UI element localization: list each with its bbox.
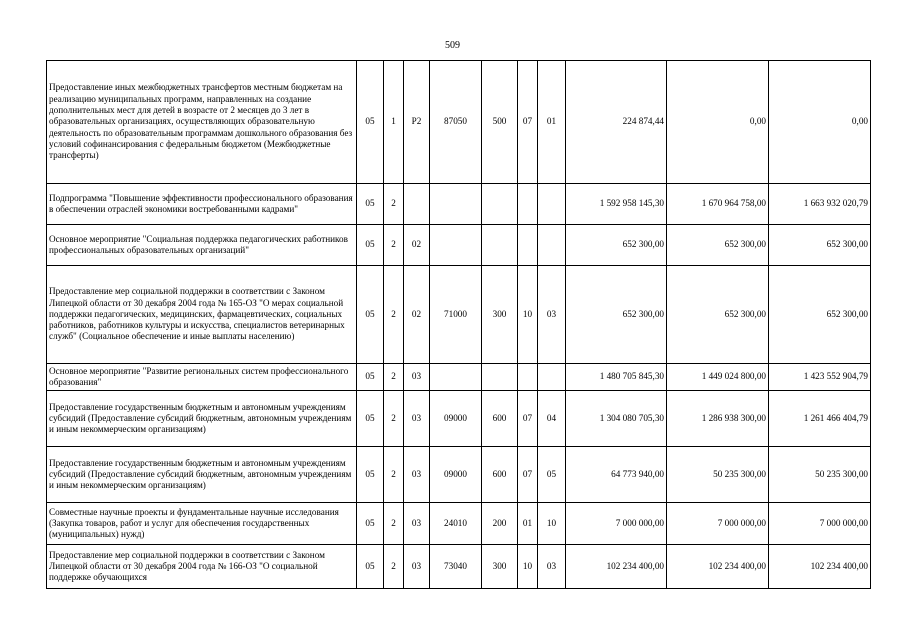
cell-subprogram-code: 2 — [384, 391, 404, 447]
budget-table — [46, 60, 871, 589]
cell-name: Предоставление иных межбюджетных трансфертов местным бюджетам на реализацию муниципальных программ, направленных на создание дополнительных мест для детей в возрасте от 2 месяцев до 3 лет в образовательных организациях, осуществляющих образовательную деятельность по образовательным программам дошкольного образования без условий софинансирования с федеральным бюджетом (Межбюджетные трансферты) — [47, 61, 357, 184]
page-number: 509 — [445, 40, 460, 51]
cell-name: Основное мероприятие "Социальная поддержка педагогических работников профессиональных образовательных организаций" — [47, 225, 357, 266]
table-row — [47, 364, 871, 391]
cell-section: 01 — [518, 503, 538, 545]
cell-direction-code: 24010 — [430, 503, 482, 545]
table-row — [47, 184, 871, 225]
table-row — [47, 545, 871, 589]
cell-subprogram-code: 2 — [384, 364, 404, 391]
cell-amount-year-3: 0,00 — [769, 61, 871, 184]
cell-direction-code: 09000 — [430, 447, 482, 503]
cell-amount-year-1: 224 874,44 — [566, 61, 667, 184]
cell-event-code: 03 — [404, 545, 430, 589]
cell-amount-year-1: 652 300,00 — [566, 266, 667, 364]
cell-amount-year-3: 652 300,00 — [769, 225, 871, 266]
table-row — [47, 391, 871, 447]
cell-subprogram-code: 2 — [384, 184, 404, 225]
cell-expense-type — [482, 364, 518, 391]
cell-name: Подпрограмма "Повышение эффективности профессионального образования в обеспечении отраслей экономики востребованными кадрами" — [47, 184, 357, 225]
cell-section: 07 — [518, 447, 538, 503]
cell-name: Предоставление мер социальной поддержки в соответствии с Законом Липецкой области от 30 декабря 2004 года № 165-ОЗ "О мерах социальной поддержки педагогических, медицинских, фармацевтических, социальных работников, работников культуры и искусства, специалистов ветеринарных служб" (Социальное обеспечение и иные выплаты населению) — [47, 266, 357, 364]
cell-amount-year-2: 50 235 300,00 — [667, 447, 769, 503]
cell-amount-year-2: 652 300,00 — [667, 266, 769, 364]
cell-amount-year-3: 1 261 466 404,79 — [769, 391, 871, 447]
cell-event-code: 03 — [404, 364, 430, 391]
cell-subsection — [538, 225, 566, 266]
cell-expense-type: 200 — [482, 503, 518, 545]
cell-section: 07 — [518, 61, 538, 184]
cell-amount-year-2: 652 300,00 — [667, 225, 769, 266]
cell-subprogram-code: 2 — [384, 266, 404, 364]
cell-section — [518, 364, 538, 391]
cell-name: Предоставление мер социальной поддержки в соответствии с Законом Липецкой области от 30 декабря 2004 года № 166-ОЗ "О социальной поддержке обучающихся — [47, 545, 357, 589]
cell-section: 07 — [518, 391, 538, 447]
cell-amount-year-2: 102 234 400,00 — [667, 545, 769, 589]
cell-subprogram-code: 2 — [384, 545, 404, 589]
cell-event-code: 03 — [404, 391, 430, 447]
cell-section — [518, 184, 538, 225]
cell-amount-year-3: 1 423 552 904,79 — [769, 364, 871, 391]
cell-amount-year-1: 1 592 958 145,30 — [566, 184, 667, 225]
cell-expense-type — [482, 225, 518, 266]
cell-section: 10 — [518, 545, 538, 589]
cell-expense-type: 600 — [482, 391, 518, 447]
cell-direction-code — [430, 184, 482, 225]
cell-event-code: 03 — [404, 503, 430, 545]
cell-amount-year-1: 1 304 080 705,30 — [566, 391, 667, 447]
cell-program-code: 05 — [357, 391, 384, 447]
cell-expense-type: 300 — [482, 266, 518, 364]
cell-direction-code: 71000 — [430, 266, 482, 364]
cell-amount-year-1: 1 480 705 845,30 — [566, 364, 667, 391]
cell-expense-type: 300 — [482, 545, 518, 589]
table-row — [47, 225, 871, 266]
cell-subprogram-code: 2 — [384, 503, 404, 545]
cell-program-code: 05 — [357, 364, 384, 391]
cell-amount-year-2: 7 000 000,00 — [667, 503, 769, 545]
cell-amount-year-1: 652 300,00 — [566, 225, 667, 266]
cell-name: Основное мероприятие "Развитие региональных систем профессионального образования" — [47, 364, 357, 391]
cell-name: Предоставление государственным бюджетным и автономным учреждениям субсидий (Предоставление субсидий бюджетным, автономным учреждениям и иным некоммерческим организациям) — [47, 391, 357, 447]
cell-event-code: 02 — [404, 225, 430, 266]
cell-event-code: 03 — [404, 447, 430, 503]
cell-program-code: 05 — [357, 545, 384, 589]
cell-program-code: 05 — [357, 266, 384, 364]
cell-subprogram-code: 2 — [384, 447, 404, 503]
cell-amount-year-3: 1 663 932 020,79 — [769, 184, 871, 225]
cell-event-code — [404, 184, 430, 225]
cell-subsection: 01 — [538, 61, 566, 184]
cell-amount-year-3: 102 234 400,00 — [769, 545, 871, 589]
cell-name: Совместные научные проекты и фундаментальные научные исследования (Закупка товаров, работ и услуг для обеспечения государственных (муниципальных) нужд) — [47, 503, 357, 545]
cell-amount-year-3: 7 000 000,00 — [769, 503, 871, 545]
cell-amount-year-2: 1 286 938 300,00 — [667, 391, 769, 447]
cell-direction-code — [430, 364, 482, 391]
cell-subsection — [538, 184, 566, 225]
cell-name: Предоставление государственным бюджетным и автономным учреждениям субсидий (Предоставление субсидий бюджетным, автономным учреждениям и иным некоммерческим организациям) — [47, 447, 357, 503]
cell-amount-year-1: 102 234 400,00 — [566, 545, 667, 589]
cell-event-code: 02 — [404, 266, 430, 364]
cell-program-code: 05 — [357, 225, 384, 266]
cell-expense-type: 500 — [482, 61, 518, 184]
cell-amount-year-3: 652 300,00 — [769, 266, 871, 364]
cell-amount-year-2: 1 670 964 758,00 — [667, 184, 769, 225]
cell-direction-code: 87050 — [430, 61, 482, 184]
cell-program-code: 05 — [357, 503, 384, 545]
cell-subsection: 04 — [538, 391, 566, 447]
table-body — [47, 61, 871, 589]
cell-subprogram-code: 1 — [384, 61, 404, 184]
cell-event-code: P2 — [404, 61, 430, 184]
cell-amount-year-1: 7 000 000,00 — [566, 503, 667, 545]
cell-amount-year-2: 0,00 — [667, 61, 769, 184]
cell-section — [518, 225, 538, 266]
table-row — [47, 447, 871, 503]
cell-amount-year-1: 64 773 940,00 — [566, 447, 667, 503]
cell-subsection: 03 — [538, 266, 566, 364]
cell-amount-year-2: 1 449 024 800,00 — [667, 364, 769, 391]
cell-amount-year-3: 50 235 300,00 — [769, 447, 871, 503]
cell-direction-code — [430, 225, 482, 266]
cell-program-code: 05 — [357, 61, 384, 184]
table-row — [47, 503, 871, 545]
cell-direction-code: 09000 — [430, 391, 482, 447]
cell-subsection — [538, 364, 566, 391]
cell-expense-type: 600 — [482, 447, 518, 503]
cell-program-code: 05 — [357, 447, 384, 503]
cell-subprogram-code: 2 — [384, 225, 404, 266]
cell-subsection: 05 — [538, 447, 566, 503]
cell-program-code: 05 — [357, 184, 384, 225]
cell-section: 10 — [518, 266, 538, 364]
cell-direction-code: 73040 — [430, 545, 482, 589]
table-row — [47, 61, 871, 184]
cell-expense-type — [482, 184, 518, 225]
cell-subsection: 03 — [538, 545, 566, 589]
table-row — [47, 266, 871, 364]
cell-subsection: 10 — [538, 503, 566, 545]
